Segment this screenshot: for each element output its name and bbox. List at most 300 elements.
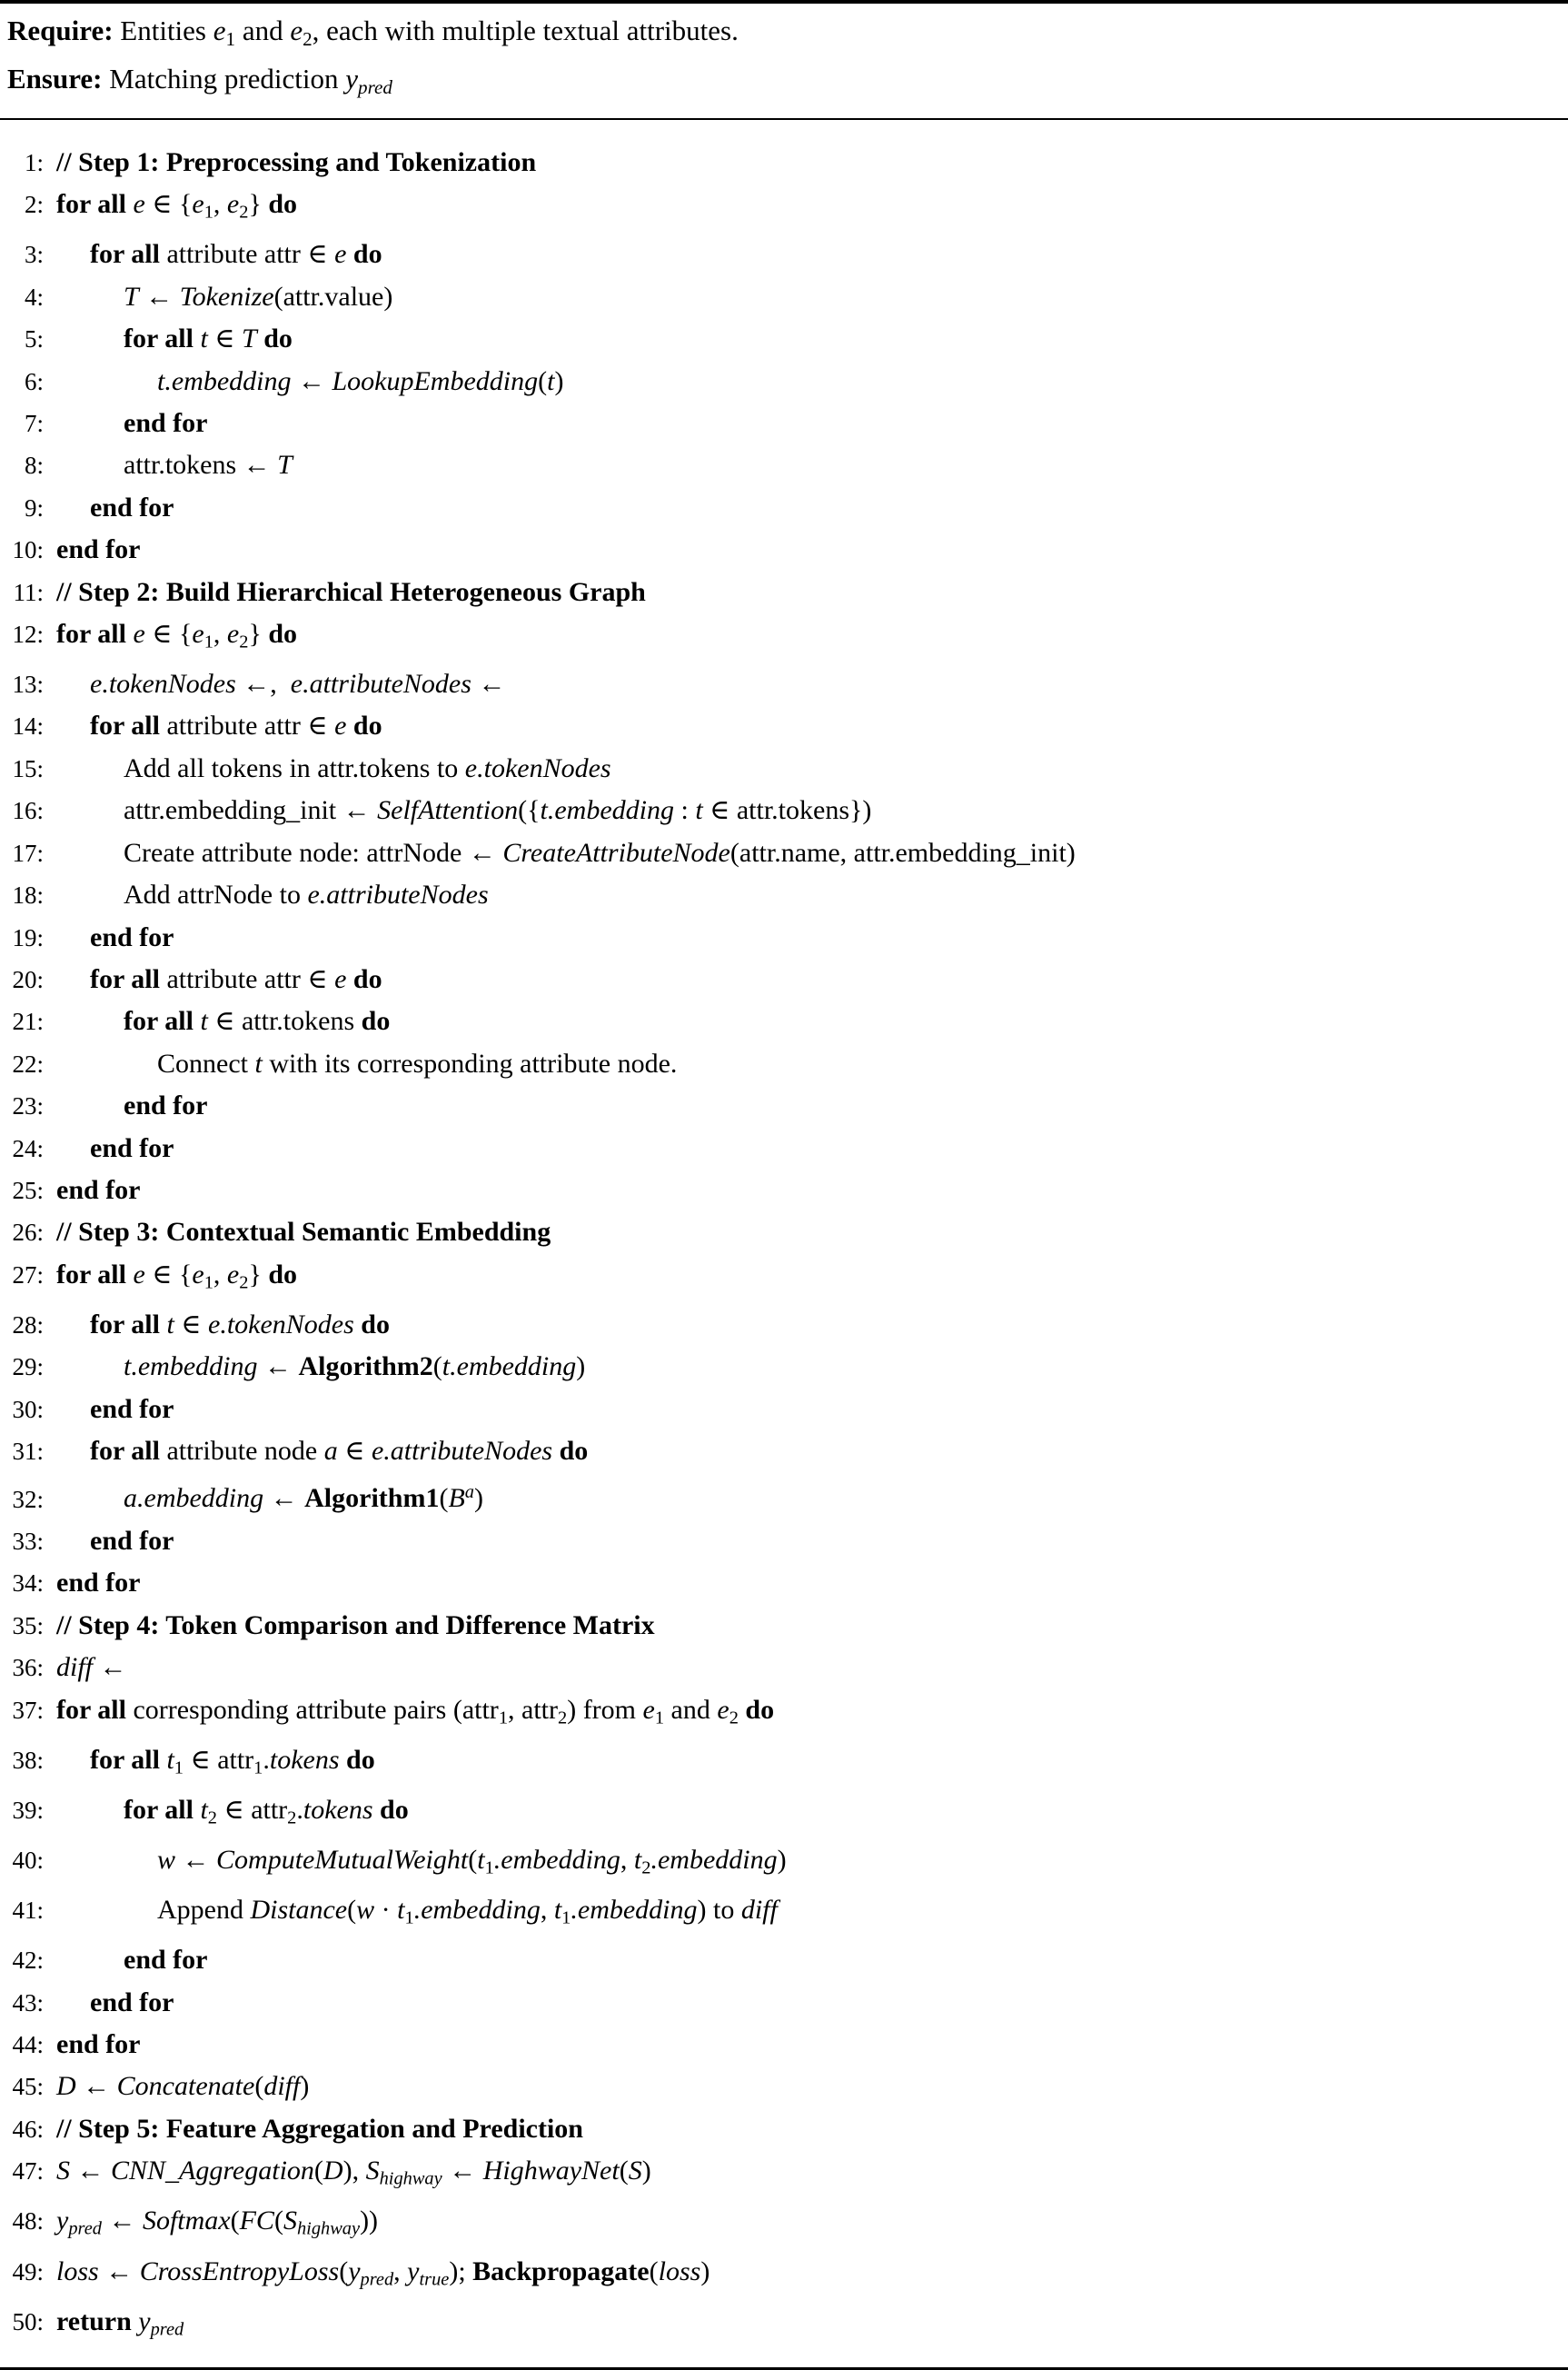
text-segment: // Step 1: Preprocessing and Tokenization (56, 146, 537, 177)
algorithm-line (0, 403, 1568, 444)
text-segment: 1 (484, 1857, 494, 1878)
text-segment: } (248, 618, 269, 649)
text-segment: y (345, 62, 359, 95)
line-content (56, 663, 505, 704)
text-segment: diff (56, 1652, 94, 1683)
text-segment: , (213, 189, 227, 220)
text-segment: 2 (641, 1857, 651, 1878)
text-segment: ∈ (207, 324, 242, 354)
text-segment: attribute attr ∈ (166, 711, 335, 742)
text-segment: pred (68, 2219, 102, 2240)
text-segment: 2 (558, 1708, 568, 1728)
text-segment: t (200, 324, 208, 354)
text-segment: diff (263, 2071, 301, 2102)
algorithm-line (0, 1939, 1568, 1981)
text-segment: ), (342, 2156, 366, 2186)
text-segment: do (352, 239, 382, 270)
text-segment: // Step 4: Token Comparison and Difference Matrix (56, 1609, 655, 1640)
algorithm-line (0, 2066, 1568, 2107)
algorithm-line (0, 1472, 1568, 1520)
algorithm-line (0, 529, 1568, 571)
line-number: 40: (12, 1847, 44, 1875)
line-content (56, 184, 297, 234)
line-content (56, 1430, 588, 1471)
text-segment: e (334, 239, 347, 270)
text-segment: e (226, 1259, 240, 1290)
line-number: 1: (24, 148, 44, 176)
text-segment: Matching prediction (109, 62, 346, 95)
text-segment: e.attributeNodes (290, 669, 471, 700)
text-segment: e.attributeNodes (307, 880, 489, 911)
text-segment (346, 711, 353, 741)
algorithm-line (0, 917, 1568, 959)
algorithm-line (0, 790, 1568, 831)
text-segment: ( (254, 2071, 264, 2102)
text-segment: pred (358, 75, 392, 98)
text-segment: S (283, 2206, 297, 2236)
text-segment: ); (449, 2255, 473, 2286)
line-content (56, 1839, 787, 1889)
text-segment: ← (75, 2071, 117, 2102)
line-number: 29: (12, 1353, 44, 1381)
text-segment: 2 (287, 1807, 297, 1828)
text-segment: ( (313, 2156, 323, 2186)
line-number: 2: (24, 191, 44, 219)
text-segment (552, 1436, 560, 1466)
text-segment: ) (576, 1351, 586, 1382)
line-number: 48: (12, 2207, 44, 2236)
text-segment: do (380, 1794, 409, 1825)
text-segment: Concatenate (116, 2071, 255, 2102)
line-content (56, 403, 208, 443)
text-segment: end for (90, 1526, 174, 1557)
text-segment: : (673, 795, 696, 826)
algorithm-line (0, 2251, 1568, 2301)
text-segment (346, 239, 353, 269)
text-segment: 1 (404, 1907, 414, 1928)
text-segment: end for (56, 534, 141, 565)
algorithm-line (0, 184, 1568, 234)
text-segment: y (56, 2206, 69, 2236)
algorithm-line (0, 234, 1568, 275)
algorithm-line (0, 572, 1568, 613)
line-number: 38: (12, 1746, 44, 1774)
text-segment: ← (138, 281, 180, 312)
text-segment: ∈ attr (183, 1744, 254, 1775)
line-content (56, 361, 563, 402)
line-content (56, 917, 174, 958)
text-segment: ( (347, 1895, 357, 1926)
text-segment: a.embedding (124, 1483, 264, 1514)
algorithm-line (0, 874, 1568, 916)
text-segment: and (664, 1694, 718, 1725)
text-segment: e.tokenNodes (208, 1309, 354, 1339)
text-segment: loss (658, 2255, 701, 2286)
line-number: 7: (24, 409, 44, 437)
text-segment: do (352, 963, 382, 994)
line-number: 27: (12, 1260, 44, 1289)
text-segment: T (242, 324, 257, 354)
text-segment: )) (360, 2206, 379, 2236)
text-segment: . (263, 1744, 270, 1775)
line-content (56, 1520, 174, 1561)
text-segment: e (192, 189, 204, 220)
text-segment: CNN_Aggregation (111, 2156, 314, 2186)
line-number: 13: (12, 671, 44, 699)
line-number: 23: (12, 1092, 44, 1120)
line-content (56, 318, 293, 359)
text-segment: do (268, 1259, 298, 1290)
text-segment: do (263, 324, 293, 354)
text-segment: ∈ attr (216, 1794, 288, 1825)
text-segment: pred (360, 2269, 394, 2290)
text-segment: for all (90, 711, 167, 742)
text-segment: 2 (239, 1272, 249, 1293)
line-content (56, 444, 293, 485)
text-segment: t (397, 1895, 405, 1926)
line-number: 4: (24, 283, 44, 311)
line-content (56, 1043, 677, 1084)
text-segment: 1 (203, 202, 213, 223)
line-number: 6: (24, 367, 44, 395)
line-number: 20: (12, 965, 44, 993)
text-segment: , each with multiple textual attributes. (312, 15, 739, 46)
text-segment: ∈ (337, 1436, 372, 1467)
algorithm-line (0, 2108, 1568, 2150)
line-content (56, 1605, 655, 1646)
line-content (56, 705, 382, 746)
text-segment: t (166, 1744, 174, 1775)
text-segment: attr.embedding_init ← (124, 795, 378, 826)
text-segment: B (448, 1483, 465, 1514)
algorithm-line (0, 1889, 1568, 1939)
text-segment: ({ (518, 795, 541, 826)
text-segment (346, 964, 353, 994)
line-content (56, 234, 382, 274)
line-number: 24: (12, 1134, 44, 1162)
text-segment: ( (619, 2156, 629, 2186)
text-segment: S (365, 2156, 380, 2186)
text-segment: ∈ { (144, 618, 193, 649)
text-segment: for all (90, 1744, 167, 1775)
text-segment: ← (471, 669, 506, 700)
line-number: 12: (12, 620, 44, 648)
text-segment: 1 (225, 27, 236, 50)
text-segment: do (352, 711, 382, 742)
algorithm-header (0, 4, 1568, 118)
text-segment: t (477, 1845, 485, 1876)
algorithm-line (0, 1647, 1568, 1688)
algorithm-line (0, 705, 1568, 747)
text-segment: pred (150, 2319, 184, 2340)
text-segment: e.attributeNodes (371, 1436, 553, 1467)
text-segment: do (268, 189, 298, 220)
algorithm-line (0, 748, 1568, 790)
line-content (56, 874, 489, 915)
text-segment: // Step 5: Feature Aggregation and Prediction (56, 2113, 583, 2144)
text-segment: e.tokenNodes (464, 752, 611, 783)
text-segment: t (200, 1794, 208, 1825)
text-segment: t (633, 1845, 642, 1876)
text-segment: a (464, 1482, 474, 1503)
algorithm-line (0, 1043, 1568, 1085)
text-segment: e (213, 15, 226, 46)
text-segment: LookupEmbedding (332, 365, 539, 396)
line-content (56, 1789, 409, 1839)
text-segment: e (192, 618, 204, 649)
text-segment: t (547, 365, 555, 396)
algorithm-body (0, 120, 1568, 2367)
line-content (56, 487, 174, 528)
text-segment: , (620, 1845, 634, 1876)
algorithm-line (0, 276, 1568, 318)
text-segment: 2 (207, 1807, 217, 1828)
text-segment (373, 1795, 381, 1825)
text-segment: for all (56, 189, 134, 220)
line-number: 35: (12, 1611, 44, 1639)
text-segment: ) from (567, 1694, 643, 1725)
text-segment: ) (777, 1845, 787, 1876)
text-segment: ← (70, 2156, 111, 2186)
algorithm-line (0, 1982, 1568, 2024)
text-segment: e (290, 15, 303, 46)
text-segment: a (323, 1436, 338, 1467)
text-segment: e (717, 1694, 729, 1725)
text-segment: ← (291, 365, 332, 396)
line-content (56, 1128, 174, 1169)
text-segment: Connect (157, 1048, 255, 1079)
text-segment: t (695, 795, 703, 826)
line-number: 34: (12, 1569, 44, 1598)
text-segment: ∈ (174, 1309, 208, 1339)
text-segment: Entities (120, 15, 213, 46)
text-segment: for all (124, 1006, 201, 1037)
algorithm-line (0, 1789, 1568, 1839)
text-segment: highway (379, 2168, 442, 2189)
text-segment: t.embedding (124, 1351, 258, 1382)
text-segment: ( (339, 2255, 349, 2286)
line-content (56, 529, 141, 570)
algorithm-line (0, 1389, 1568, 1430)
line-content (56, 2066, 309, 2106)
text-segment: SelfAttention (377, 795, 519, 826)
line-number: 8: (24, 452, 44, 480)
algorithm-line (0, 1128, 1568, 1170)
text-segment: with its corresponding attribute node. (262, 1048, 678, 1079)
line-number: 25: (12, 1176, 44, 1204)
line-content (56, 1304, 390, 1345)
text-segment: ) (300, 2071, 310, 2102)
text-segment: Require: (7, 15, 121, 46)
text-segment: ) (554, 365, 564, 396)
text-segment: ←, (235, 669, 291, 700)
text-segment: ← (442, 2156, 483, 2186)
text-segment: Tokenize (179, 281, 274, 312)
text-segment: do (361, 1309, 390, 1339)
algorithm-line (0, 959, 1568, 1001)
text-segment: CrossEntropyLoss (139, 2255, 340, 2286)
line-content (56, 276, 392, 317)
text-segment: ∈ attr.tokens (207, 1006, 362, 1037)
line-content (56, 1562, 141, 1603)
text-segment: . (296, 1794, 303, 1825)
text-segment: for all (90, 1436, 167, 1467)
line-number: 42: (12, 1947, 44, 1975)
line-content (56, 1389, 174, 1429)
algorithm-line (0, 1085, 1568, 1127)
text-segment: ← (257, 1351, 299, 1382)
line-number: 50: (12, 2307, 44, 2335)
algorithm-line (0, 2150, 1568, 2200)
algorithm-line (0, 142, 1568, 184)
text-segment: ( (432, 1351, 442, 1382)
text-segment: 1 (174, 1758, 184, 1778)
text-segment: for all (56, 1259, 134, 1290)
text-segment: e (133, 1259, 145, 1290)
text-segment: 2 (303, 27, 313, 50)
text-segment: ) to (697, 1895, 741, 1926)
text-segment: ) (641, 2156, 651, 2186)
text-segment: 2 (239, 202, 249, 223)
text-segment: 1 (498, 1708, 509, 1728)
line-number: 15: (12, 754, 44, 782)
line-number: 47: (12, 2157, 44, 2186)
line-number: 3: (24, 241, 44, 269)
algorithm-line (0, 663, 1568, 705)
algorithm-line (0, 1562, 1568, 1604)
text-segment: ( (230, 2206, 240, 2236)
text-segment: Softmax (142, 2206, 231, 2236)
algorithm-line (0, 1304, 1568, 1346)
text-segment: CreateAttributeNode (502, 837, 730, 868)
text-segment: do (559, 1436, 589, 1467)
text-segment: do (361, 1006, 391, 1037)
line-number: 22: (12, 1050, 44, 1078)
line-content (56, 572, 646, 612)
algorithm-line (0, 487, 1568, 529)
text-segment: .embedding (413, 1895, 541, 1926)
text-segment: y (348, 2255, 361, 2286)
text-segment: // Step 2: Build Hierarchical Heterogeneous Graph (56, 576, 646, 607)
line-content (56, 1472, 483, 1519)
line-content (56, 1647, 127, 1688)
text-segment: } (248, 1259, 269, 1290)
text-segment: e (133, 189, 145, 220)
line-number: 43: (12, 1988, 44, 2016)
text-segment: ∈ attr.tokens}) (702, 795, 872, 826)
text-segment: .embedding (571, 1895, 698, 1926)
text-segment: 1 (203, 632, 213, 652)
text-segment: Algorithm1 (304, 1483, 440, 1514)
line-number: 16: (12, 797, 44, 825)
require-line (7, 11, 1559, 59)
text-segment: FC (239, 2206, 274, 2236)
text-segment: t (166, 1309, 174, 1339)
line-content (56, 142, 536, 183)
text-segment: t (200, 1006, 208, 1037)
text-segment: Append (157, 1895, 251, 1926)
text-segment: ( (468, 1845, 478, 1876)
line-number: 17: (12, 839, 44, 867)
text-segment: Distance (250, 1895, 348, 1926)
line-content (56, 959, 382, 1000)
text-segment: for all (90, 1309, 167, 1339)
text-segment: ) (700, 2255, 710, 2286)
line-content (56, 2024, 141, 2065)
text-segment: e.tokenNodes (90, 669, 236, 700)
line-number: 39: (12, 1796, 44, 1824)
line-number: 14: (12, 712, 44, 741)
text-segment: end for (90, 1393, 174, 1424)
text-segment: · (374, 1895, 398, 1926)
algorithm-line (0, 1739, 1568, 1789)
text-segment: S (56, 2156, 70, 2186)
text-segment: loss (56, 2255, 99, 2286)
text-segment: ← (93, 1652, 127, 1683)
text-segment: Add all tokens in attr.tokens to (124, 752, 465, 783)
line-number: 19: (12, 923, 44, 951)
text-segment: e (334, 963, 347, 994)
text-segment: 1 (253, 1758, 263, 1778)
line-content (56, 1739, 375, 1789)
text-segment: t.embedding (540, 795, 674, 826)
line-content (56, 1211, 551, 1252)
text-segment: ( (273, 2206, 283, 2236)
algorithm-line (0, 2200, 1568, 2250)
text-segment: D (323, 2156, 343, 2186)
text-segment: e (192, 1259, 204, 1290)
line-content (56, 1346, 585, 1387)
text-segment: 1 (654, 1708, 665, 1728)
line-number: 45: (12, 2073, 44, 2101)
line-content (56, 790, 871, 831)
text-segment: ∈ { (144, 1259, 193, 1290)
line-content (56, 1001, 390, 1041)
text-segment: Create attribute node: attrNode ← (124, 837, 503, 868)
text-segment: for all (124, 1794, 201, 1825)
text-segment: e (334, 711, 347, 742)
algorithm-line (0, 1170, 1568, 1211)
text-segment: t.embedding (442, 1351, 577, 1382)
text-segment: , (213, 1259, 227, 1290)
line-number: 10: (12, 536, 44, 564)
algorithm-line (0, 2301, 1568, 2351)
line-content (56, 1982, 174, 2023)
line-content (56, 2200, 378, 2250)
text-segment: t.embedding (157, 365, 292, 396)
algorithm-line (0, 361, 1568, 403)
text-segment: (attr.value) (273, 281, 393, 312)
text-segment: ( (439, 1483, 449, 1514)
text-segment: e (226, 189, 240, 220)
line-content (56, 748, 611, 789)
text-segment: ← (98, 2255, 140, 2286)
line-number: 33: (12, 1528, 44, 1556)
text-segment: e (226, 618, 240, 649)
line-number: 46: (12, 2115, 44, 2143)
line-content (56, 2150, 651, 2200)
text-segment: highway (296, 2219, 361, 2240)
text-segment: tokens (269, 1744, 340, 1775)
text-segment: (attr.name, attr.embedding_init) (729, 837, 1076, 868)
text-segment: Add attrNode to (124, 880, 308, 911)
text-segment: 2 (729, 1708, 739, 1728)
text-segment: y (138, 2305, 151, 2336)
algorithm-line (0, 2024, 1568, 2066)
line-number: 5: (24, 325, 44, 354)
text-segment: t (254, 1048, 263, 1079)
algorithm-line (0, 1520, 1568, 1562)
